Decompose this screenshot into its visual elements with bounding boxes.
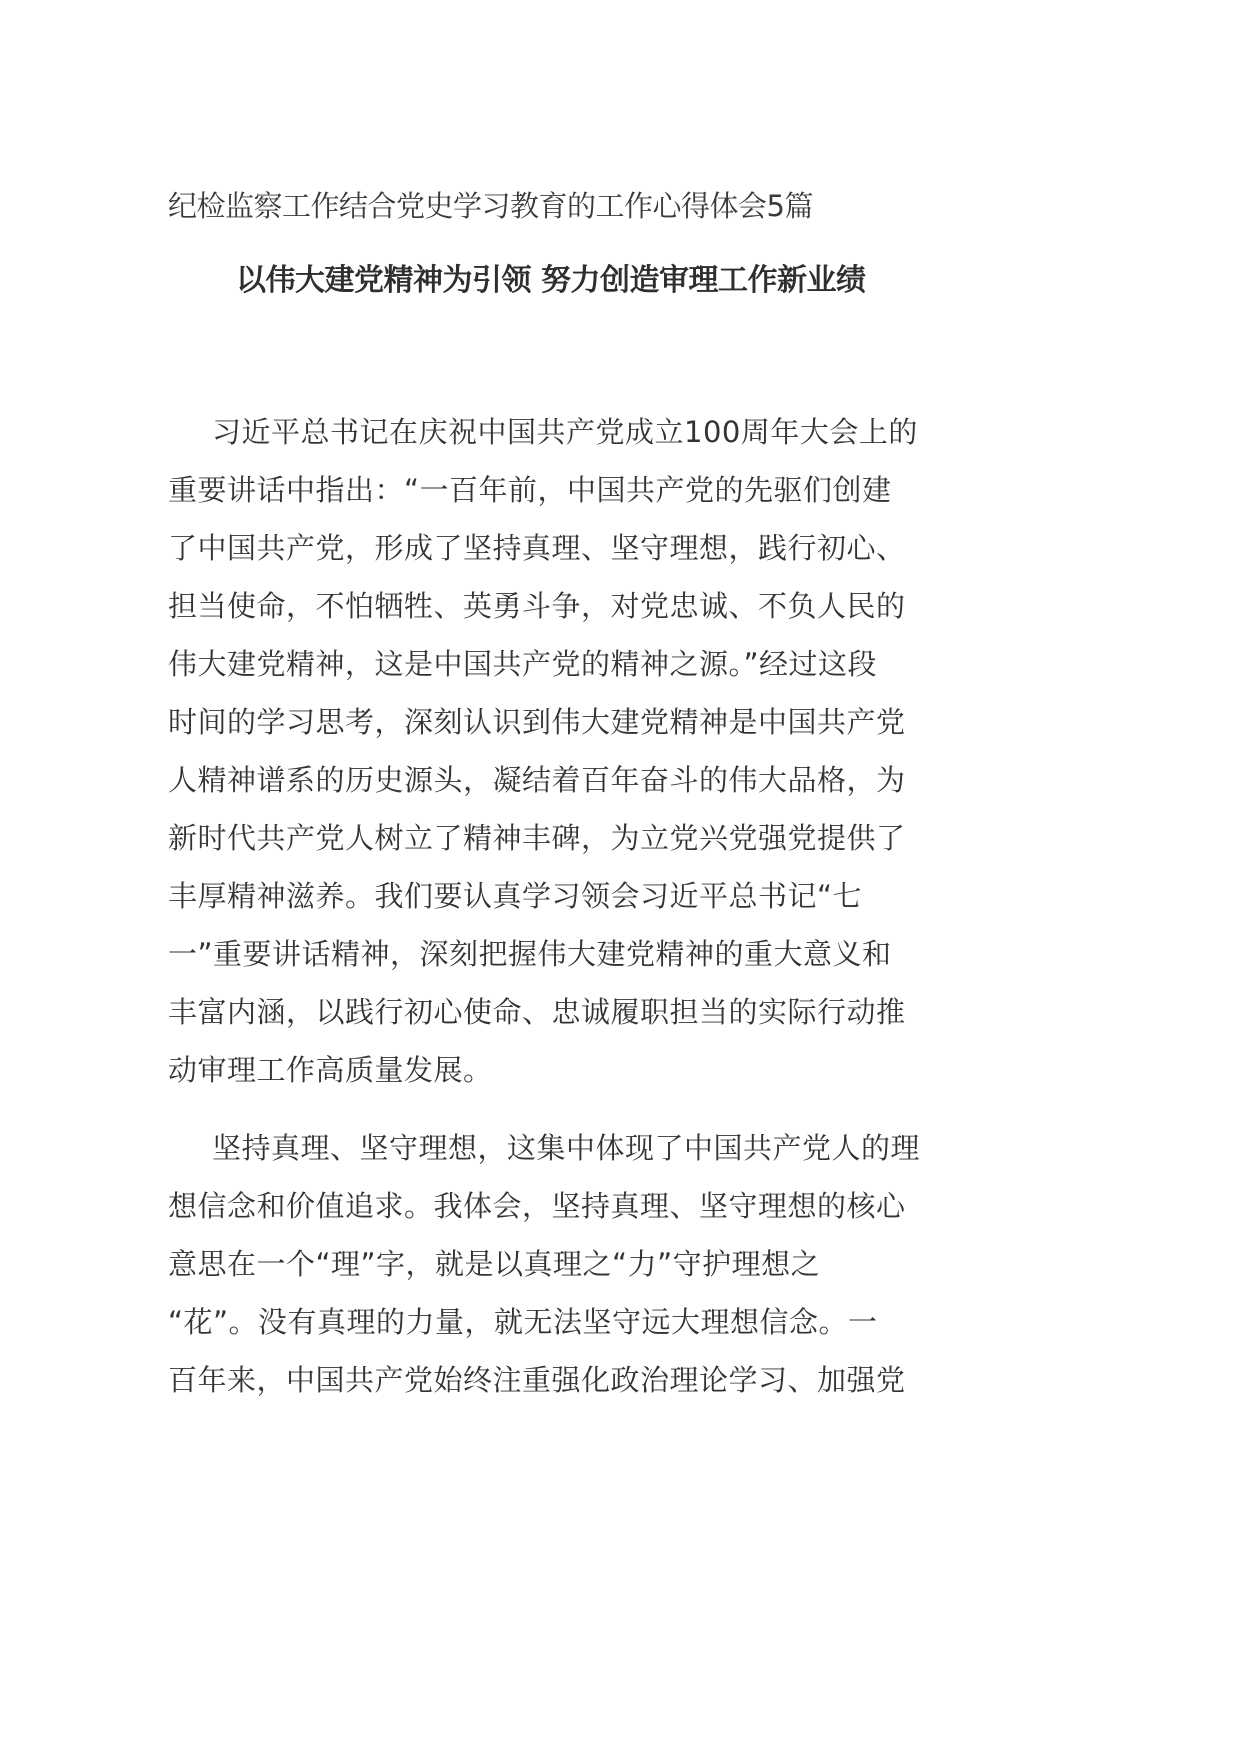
paragraph-line: 习近平总书记在庆祝中国共产党成立100周年大会上的 — [212, 415, 918, 449]
paragraph-2 — [168, 1119, 968, 1409]
paragraph-line: 丰厚精神滋养。我们要认真学习领会习近平总书记“七 — [168, 879, 863, 913]
paragraph-line: 想信念和价值追求。我体会，坚持真理、坚守理想的核心 — [168, 1189, 906, 1223]
document-title: 纪检监察工作结合党史学习教育的工作心得体会5篇 — [168, 189, 813, 223]
paragraph-line: 丰富内涵，以践行初心使命、忠诚履职担当的实际行动推 — [168, 995, 906, 1029]
paragraph-line: 伟大建党精神，这是中国共产党的精神之源。”经过这段 — [168, 647, 878, 681]
paragraph-1 — [168, 403, 968, 1099]
paragraph-line: 人精神谱系的历史源头，凝结着百年奋斗的伟大品格，为 — [168, 763, 906, 797]
paragraph-line: 意思在一个“理”字，就是以真理之“力”守护理想之 — [168, 1247, 821, 1281]
paragraph-line: 坚持真理、坚守理想，这集中体现了中国共产党人的理 — [212, 1131, 921, 1165]
paragraph-line: 一”重要讲话精神，深刻把握伟大建党精神的重大意义和 — [168, 937, 892, 971]
paragraph-line: 担当使命，不怕牺牲、英勇斗争，对党忠诚、不负人民的 — [168, 589, 906, 623]
paragraph-line: 百年来，中国共产党始终注重强化政治理论学习、加强党 — [168, 1363, 906, 1397]
paragraph-line: 了中国共产党，形成了坚持真理、坚守理想，践行初心、 — [168, 531, 906, 565]
paragraph-line: “花”。没有真理的力量，就无法坚守远大理想信念。一 — [168, 1305, 878, 1339]
document-subtitle: 以伟大建党精神为引领 努力创造审理工作新业绩 — [236, 263, 866, 298]
paragraph-line: 重要讲话中指出：“一百年前，中国共产党的先驱们创建 — [168, 473, 892, 507]
paragraph-line: 新时代共产党人树立了精神丰碑，为立党兴党强党提供了 — [168, 821, 906, 855]
paragraph-line: 时间的学习思考，深刻认识到伟大建党精神是中国共产党 — [168, 705, 906, 739]
paragraph-line: 动审理工作高质量发展。 — [168, 1053, 493, 1087]
